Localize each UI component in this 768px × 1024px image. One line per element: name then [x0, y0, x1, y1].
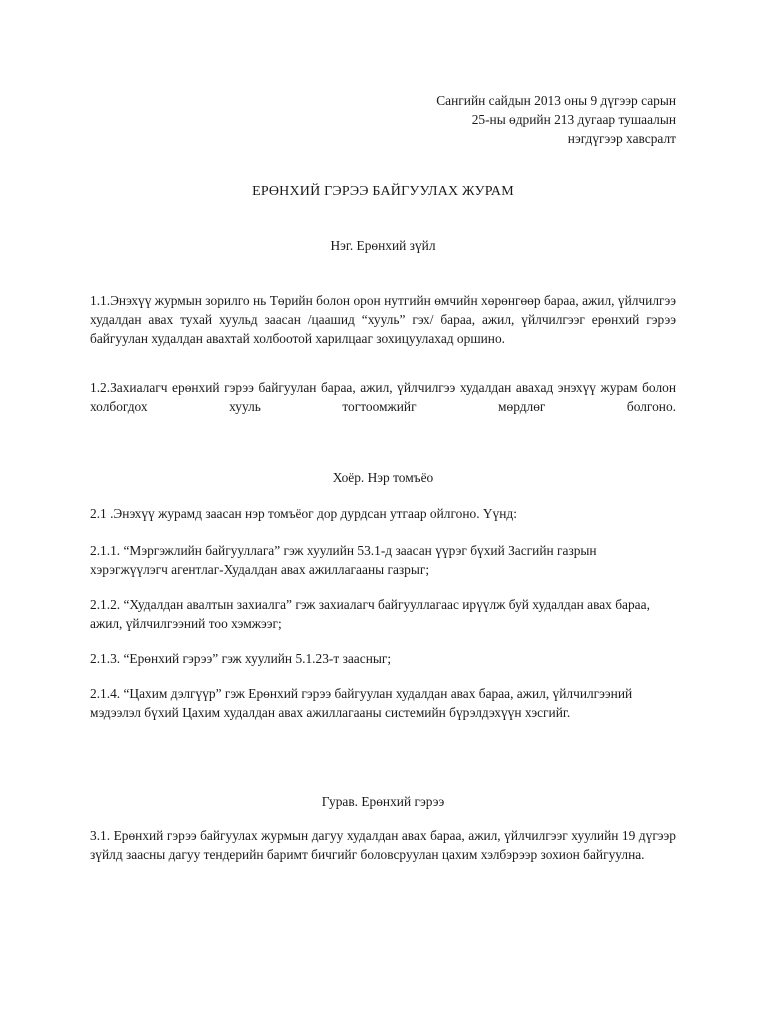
header-note-line-1: Сангийн сайдын 2013 оны 9 дүгээр сарын	[436, 93, 676, 108]
header-note-line-3: нэгдүгээр хавсралт	[567, 131, 676, 146]
paragraph-2-1-1: 2.1.1. “Мэргэжлийн байгууллага” гэж хуулийн 53.1-д заасан үүрэг бүхий Засгийн газрын хэрэгжүүлэгч агентлаг-Худалдан авах ажиллагааны газрыг;	[90, 543, 597, 577]
paragraph-1-1: 1.1.Энэхүү журмын зорилго нь Төрийн болон орон нутгийн өмчийн хөрөнгөөр бараа, ажил, үйлчилгээ худалдан авах тухай хуульд заасан /цаашид “хууль” гэх/ бараа, ажил, үйлчилгээг ерөнхий гэрээ байгуулан худалдан авахтай холбоотой харилцааг зохицуулахад оршино.	[90, 293, 676, 346]
paragraph-3-1: 3.1. Ерөнхий гэрээ байгуулах журмын дагуу худалдан авах бараа, ажил, үйлчилгээг хуулийн 19 дүгээр зүйлд заасны дагуу тендерийн баримт бичгийг боловсруулан цахим хэлбэрээр зохион байгуулна.	[90, 828, 676, 862]
section-3-heading: Гурав. Ерөнхий гэрээ	[321, 794, 445, 809]
paragraph-1-2: 1.2.Захиалагч ерөнхий гэрээ байгуулан бараа, ажил, үйлчилгээ худалдан авахад энэхүү журам болон холбогдох хууль тогтоомжийг мөрдлөг болгоно.	[90, 380, 676, 414]
paragraph-2-1-3: 2.1.3. “Ерөнхий гэрээ” гэж хуулийн 5.1.23-т заасныг;	[90, 651, 392, 666]
header-note-line-2: 25-ны өдрийн 213 дугаар тушаалын	[471, 112, 676, 127]
section-1-heading: Нэг. Ерөнхий зүйл	[330, 238, 436, 253]
document-title: ЕРӨНХИЙ ГЭРЭЭ БАЙГУУЛАХ ЖУРАМ	[252, 184, 514, 199]
paragraph-2-1-4: 2.1.4. “Цахим дэлгүүр” гэж Ерөнхий гэрээ байгуулан худалдан авах бараа, ажил, үйлчилгээний мэдээлэл бүхий Цахим худалдан авах ажиллагааны системийн бүрэлдэхүүн хэсгийг.	[90, 686, 633, 720]
paragraph-2-1-2: 2.1.2. “Худалдан авалтын захиалга” гэж захиалагч байгууллагаас ирүүлж буй худалдан авах бараа, ажил, үйлчилгээний тоо хэмжээг;	[90, 597, 650, 631]
paragraph-2-1: 2.1 .Энэхүү журамд заасан нэр томъёог дор дурдсан утгаар ойлгоно. Үүнд:	[90, 506, 517, 521]
section-2-heading: Хоёр. Нэр томъёо	[332, 470, 434, 485]
appendix-header-note	[90, 91, 676, 148]
